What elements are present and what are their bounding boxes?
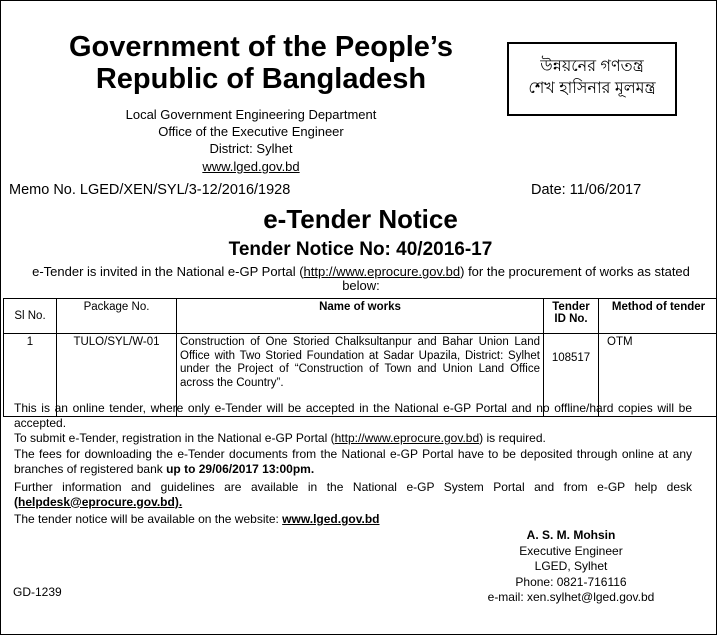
signature-block	[441, 528, 701, 606]
note-fees-deadline: up to 29/06/2017 13:00pm.	[166, 461, 315, 476]
note-registration-after: ) is required.	[479, 431, 546, 445]
government-heading	[1, 31, 521, 95]
signatory-name: A. S. M. Mohsin	[526, 528, 616, 542]
slogan-line-1: উন্নয়নের গণতন্ত্র	[540, 58, 644, 75]
eprocure-link[interactable]: http://www.eprocure.gov.bd	[303, 264, 461, 279]
note-info-text: Further information and guidelines are available in the National e-GP System Portal and from e-GP help desk	[14, 480, 692, 494]
department-name: Local Government Engineering Department	[125, 107, 377, 122]
note-fees	[14, 447, 692, 476]
note-website	[14, 512, 692, 527]
note-eprocure-link[interactable]: http://www.eprocure.gov.bd	[334, 431, 480, 445]
note-website-text: The tender notice will be available on the website:	[14, 512, 283, 526]
row-sl-no: 1	[4, 334, 57, 417]
slogan-box	[507, 42, 677, 116]
row-package-no: TULO/SYL/W-01	[57, 334, 177, 417]
header-method: Method of tender	[599, 299, 718, 334]
signatory-office: LGED, Sylhet	[534, 559, 608, 573]
gov-line-1: Government of the People’s	[68, 31, 454, 63]
header-website-link[interactable]: www.lged.gov.bd	[202, 159, 300, 174]
gd-number: GD-1239	[13, 585, 62, 599]
signatory-title: Executive Engineer	[519, 543, 623, 558]
intro-after: ) for the procurement of works as stated below:	[342, 264, 690, 293]
header-package-no: Package No.	[57, 299, 177, 334]
gov-line-2: Republic of Bangladesh	[95, 63, 427, 95]
office-name: Office of the Executive Engineer	[158, 124, 344, 139]
intro-text	[21, 265, 701, 293]
row-method: OTM	[599, 334, 718, 417]
helpdesk-email-link[interactable]: (helpdesk@eprocure.gov.bd).	[14, 494, 183, 509]
intro-before: e-Tender is invited in the National e-GP Portal (	[32, 264, 304, 279]
website-link[interactable]: www.lged.gov.bd	[282, 512, 380, 526]
note-online-tender: This is an online tender, where only e-Tender will be accepted in the National e-GP Portal and no offline/hard copies will be accepted.	[14, 401, 692, 430]
table-header-row	[4, 299, 718, 334]
notice-date: Date: 11/06/2017	[531, 182, 642, 198]
signatory-phone: Phone: 0821-716116	[515, 574, 627, 589]
header-name-of-works: Name of works	[177, 299, 544, 334]
header-tender-id: Tender ID No.	[544, 299, 599, 334]
notice-title: e-Tender Notice	[263, 204, 458, 234]
header-sl-no: Sl No.	[4, 299, 57, 334]
note-registration	[14, 431, 692, 446]
district-name: District: Sylhet	[209, 141, 293, 156]
note-fees-text: The fees for downloading the e-Tender documents from the National e-GP Portal have to be deposited through online at any branches of registered bank	[14, 447, 692, 476]
row-tender-id: 108517	[544, 334, 599, 417]
tender-table	[3, 298, 717, 417]
note-info	[14, 480, 692, 509]
memo-number: Memo No. LGED/XEN/SYL/3-12/2016/1928	[9, 182, 291, 198]
signatory-email: e-mail: xen.sylhet@lged.gov.bd	[487, 590, 655, 604]
note-registration-before: To submit e-Tender, registration in the National e-GP Portal (	[14, 431, 335, 445]
notice-number: Tender Notice No: 40/2016-17	[228, 239, 493, 260]
slogan-line-2: শেখ হাসিনার মূলমন্ত্র	[528, 80, 656, 97]
row-works-description: Construction of One Storied Chalksultanpur and Bahar Union Land Office with Two Storied Foundation at Sadar Upazila, District: Sylhet under the Project of “Construction of Town and Union Land Office across the Country”.	[177, 334, 544, 417]
